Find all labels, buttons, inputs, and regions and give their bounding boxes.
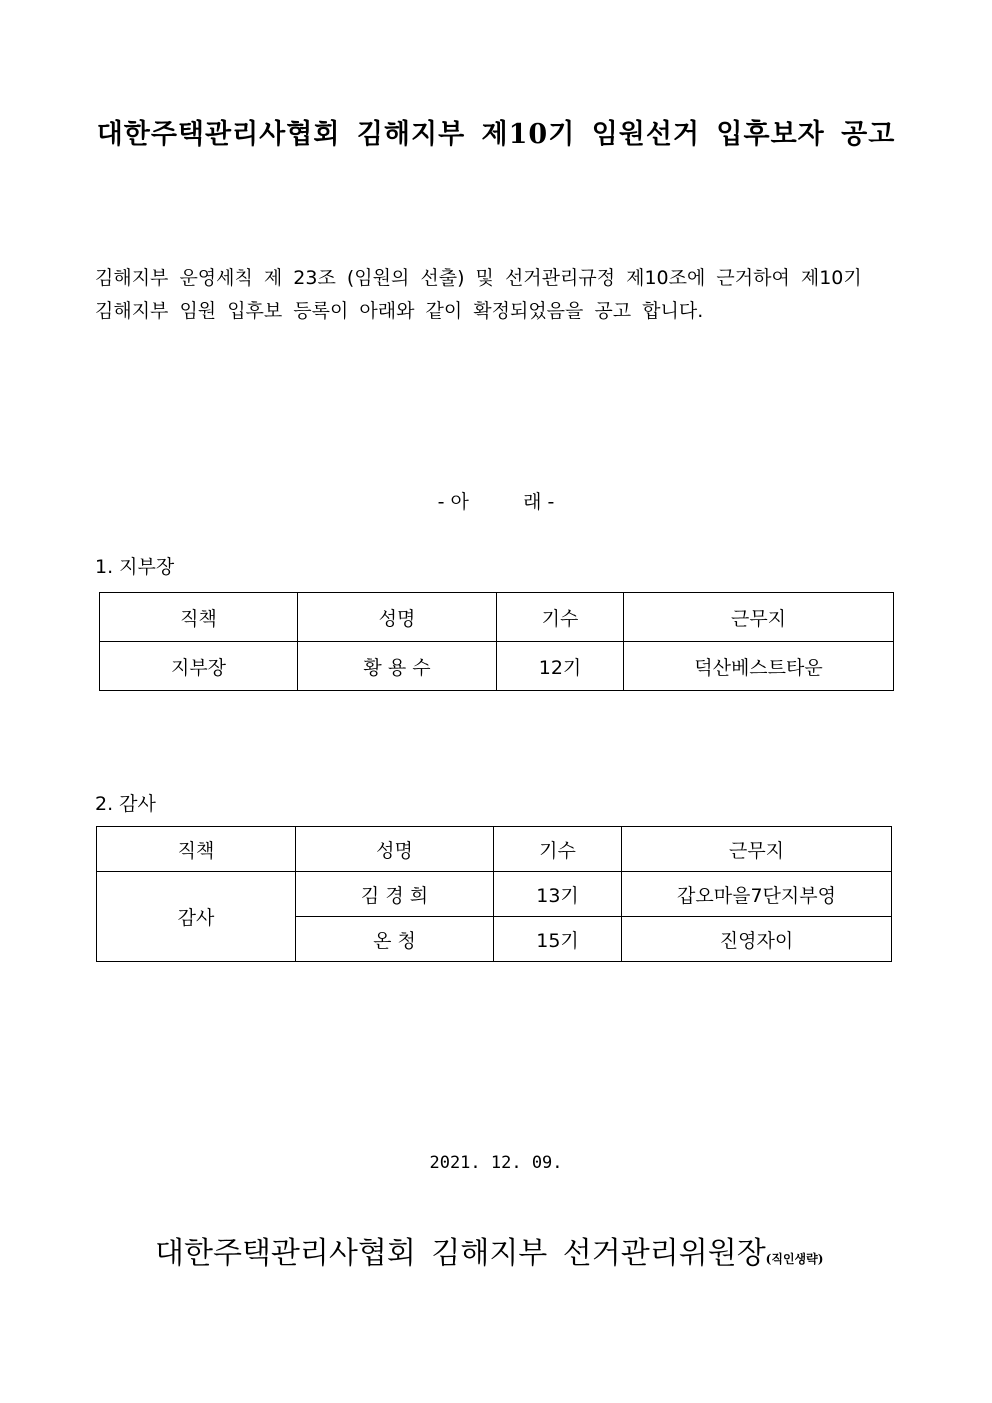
cell-workplace: 갑오마을7단지부영: [622, 872, 892, 917]
section2-label: 2. 감사: [95, 793, 156, 815]
paragraph-line-2: 김해지부 임원 입후보 등록이 아래와 같이 확정되었음을 공고 합니다.: [95, 300, 704, 322]
header-name: 성명: [296, 827, 494, 872]
cell-term: 15기: [494, 917, 622, 962]
cell-position: 감사: [97, 872, 296, 962]
committee-chair: 대한주택관리사협회 김해지부 선거관리위원장: [155, 1236, 766, 1271]
header-term: 기수: [497, 593, 624, 642]
header-term: 기수: [494, 827, 622, 872]
cell-position: 지부장: [100, 642, 298, 691]
table-row: [97, 872, 892, 917]
seal-omitted-note: (직인생략): [765, 1252, 824, 1266]
header-workplace: 근무지: [622, 827, 892, 872]
cell-name: 김 경 희: [296, 872, 494, 917]
announcement-paragraph: [95, 262, 905, 328]
branch-head-table: [99, 592, 894, 691]
cell-name: 황 용 수: [298, 642, 497, 691]
cell-term: 13기: [494, 872, 622, 917]
header-position: 직책: [100, 593, 298, 642]
cell-workplace: 진영자이: [622, 917, 892, 962]
announcement-date: 2021. 12. 09.: [429, 1153, 563, 1173]
header-workplace: 근무지: [624, 593, 894, 642]
cell-term: 12기: [497, 642, 624, 691]
cell-workplace: 덕산베스트타운: [624, 642, 894, 691]
table-header-row: [100, 593, 894, 642]
table-row: [100, 642, 894, 691]
paragraph-line-1: 김해지부 운영세칙 제 23조 (임원의 선출) 및 선거관리규정 제10조에 근거하여 제10기: [95, 267, 862, 289]
cell-name: 온 청: [296, 917, 494, 962]
auditor-table: [96, 826, 892, 962]
center-mark: - 아 래 -: [437, 491, 555, 513]
signature-line: [155, 1228, 823, 1272]
header-position: 직책: [97, 827, 296, 872]
section1-label: 1. 지부장: [95, 556, 175, 578]
table-header-row: [97, 827, 892, 872]
header-name: 성명: [298, 593, 497, 642]
document-title: 대한주택관리사협회 김해지부 제10기 임원선거 입후보자 공고: [96, 119, 896, 150]
